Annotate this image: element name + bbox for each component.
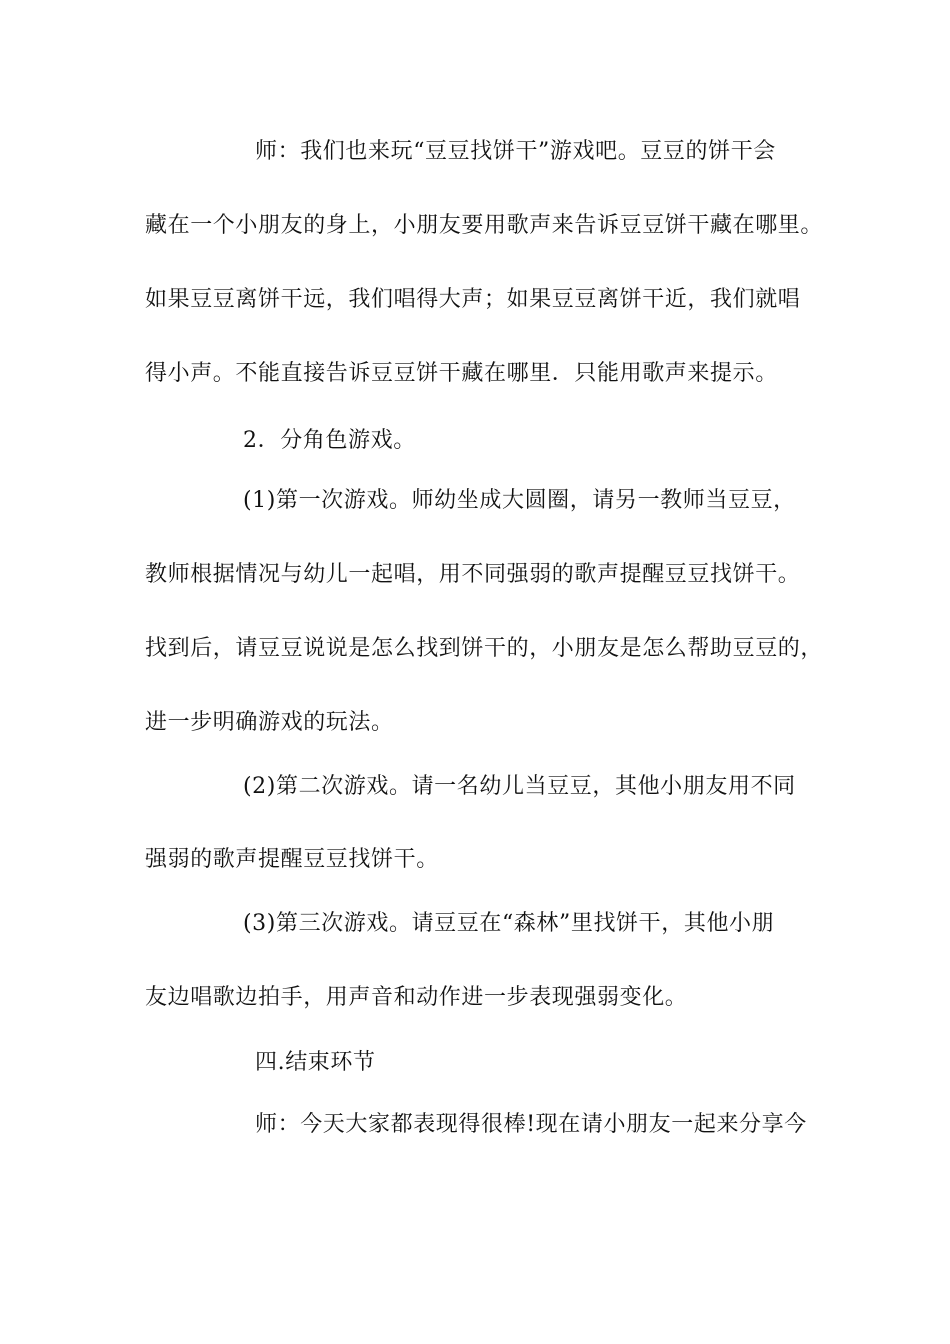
- paragraph-line-8: 找到后，请豆豆说说是怎么找到饼干的，小朋友是怎么帮助豆豆的，: [145, 636, 824, 661]
- section-heading-2: 2．分角色游戏。: [243, 428, 416, 453]
- paragraph-line-13: 友边唱歌边拍手，用声音和动作进一步表现强弱变化。: [145, 985, 688, 1010]
- paragraph-line-10: (2)第二次游戏。请一名幼儿当豆豆，其他小朋友用不同: [243, 774, 796, 799]
- paragraph-line-3: 如果豆豆离饼干远，我们唱得大声；如果豆豆离饼干近，我们就唱: [145, 287, 801, 312]
- paragraph-line-1: 师：我们也来玩“豆豆找饼干”游戏吧。豆豆的饼干会: [255, 139, 776, 164]
- paragraph-line-7: 教师根据情况与幼儿一起唱，用不同强弱的歌声提醒豆豆找饼干。: [145, 562, 801, 587]
- paragraph-line-6: (1)第一次游戏。师幼坐成大圆圈，请另一教师当豆豆，: [243, 488, 796, 513]
- paragraph-line-15: 师：今天大家都表现得很棒!现在请小朋友一起来分享今: [255, 1112, 807, 1137]
- section-heading-4: 四.结束环节: [255, 1050, 376, 1075]
- paragraph-line-12: (3)第三次游戏。请豆豆在“森林”里找饼干，其他小朋: [243, 911, 775, 936]
- paragraph-line-9: 进一步明确游戏的玩法。: [145, 710, 394, 735]
- paragraph-line-2: 藏在一个小朋友的身上，小朋友要用歌声来告诉豆豆饼干藏在哪里。: [145, 213, 824, 238]
- paragraph-line-4: 得小声。不能直接告诉豆豆饼干藏在哪里．只能用歌声来提示。: [145, 361, 778, 386]
- paragraph-line-11: 强弱的歌声提醒豆豆找饼干。: [145, 847, 439, 872]
